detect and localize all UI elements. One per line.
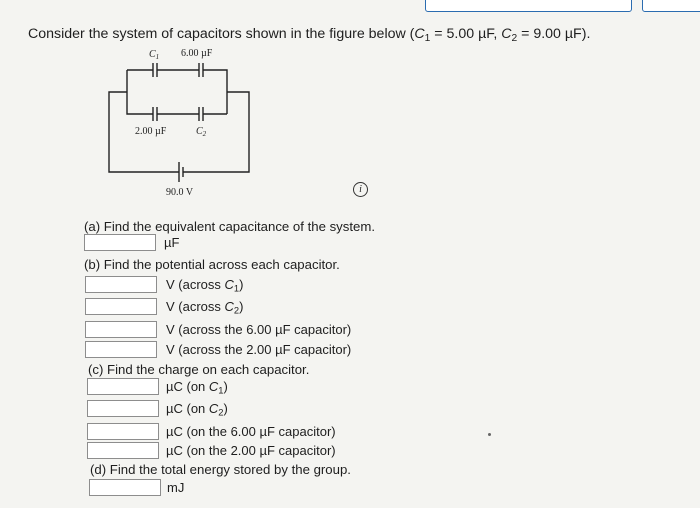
answer-a-unit: µF — [164, 235, 180, 250]
answer-b2-input[interactable] — [85, 298, 157, 315]
answer-c2-label: µC (on $C_2$) — [166, 401, 228, 418]
cap-2uf-label: 2.00 µF — [135, 126, 167, 137]
answer-c2-input[interactable] — [87, 400, 159, 417]
part-d-question: (d) Find the total energy stored by the group. — [90, 462, 351, 477]
problem-statement: Consider the system of capacitors shown in the figure below ($C_1 = 5.00$ µF, $C_2 = 9.00$ µF). — [28, 26, 591, 44]
top-frame-left — [425, 0, 632, 12]
answer-d-unit: mJ — [167, 480, 185, 495]
answer-b4-label: V (across the 2.00 µF capacitor) — [166, 342, 352, 357]
answer-b4-input[interactable] — [85, 341, 157, 358]
answer-a-input[interactable] — [84, 234, 156, 251]
answer-b1-input[interactable] — [85, 276, 157, 293]
answer-c4-input[interactable] — [87, 442, 159, 459]
top-frame-right — [642, 0, 700, 12]
c2-label: $C_2$ — [196, 126, 207, 138]
stray-dot — [488, 433, 491, 436]
answer-b3-input[interactable] — [85, 321, 157, 338]
answer-c1-input[interactable] — [87, 378, 159, 395]
c1-label: $C_1$ — [149, 49, 160, 61]
part-b-question: (b) Find the potential across each capacitor. — [84, 257, 340, 272]
info-icon[interactable]: i — [353, 182, 368, 197]
cap-6uf-label: 6.00 µF — [181, 48, 213, 59]
answer-c3-input[interactable] — [87, 423, 159, 440]
answer-c3-label: µC (on the 6.00 µF capacitor) — [166, 424, 336, 439]
answer-d-input[interactable] — [89, 479, 161, 496]
answer-b3-label: V (across the 6.00 µF capacitor) — [166, 322, 352, 337]
part-c-question: (c) Find the charge on each capacitor. — [88, 362, 310, 377]
answer-c4-label: µC (on the 2.00 µF capacitor) — [166, 443, 336, 458]
answer-b2-label: V (across $C_2$) — [166, 299, 244, 316]
part-a-question: (a) Find the equivalent capacitance of the system. — [84, 219, 376, 234]
answer-c1-label: µC (on $C_1$) — [166, 379, 228, 396]
answer-b1-label: V (across $C_1$) — [166, 277, 244, 294]
battery-label: 90.0 V — [166, 187, 194, 198]
circuit-diagram — [105, 42, 265, 207]
